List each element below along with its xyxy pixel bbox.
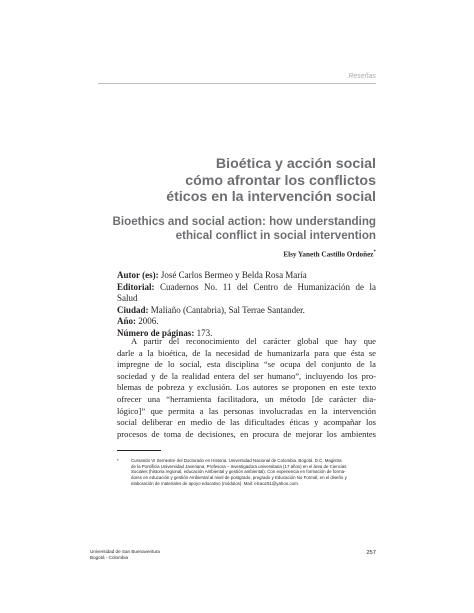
section-label: Reseñas — [348, 73, 376, 80]
title-spanish-line: cómo afrontar los conflictos — [185, 172, 376, 189]
title-english — [86, 215, 376, 242]
footnote-rule — [117, 450, 161, 451]
footnote-line: dores en educación y gestión Ambiental al nivel de postgrado, pregrado y Educación No Formal; en el diseño y — [131, 475, 347, 481]
body-line: blemas de pobreza y exclusión. Los autores se proponen en este texto — [117, 382, 376, 393]
footer-institution-name: Universidad de San Buenaventura — [90, 549, 160, 554]
author-name: Elsy Yaneth Castillo Ordoñez — [283, 250, 374, 259]
author-byline — [283, 250, 376, 258]
header-rule — [98, 83, 376, 84]
body-line: sociedad y de la realidad entera del ser humano”, incluyendo los pro- — [117, 370, 376, 381]
meta-anio-label: Año: — [117, 316, 137, 327]
body-line: social deliberar en medio de las dificultades éticas y acompañar los — [117, 417, 376, 428]
meta-editorial-value: Cuadernos No. 11 del Centro de Humanización de la — [160, 281, 376, 292]
meta-autor-row — [117, 270, 376, 282]
title-spanish-line: éticos en la intervención social — [166, 189, 376, 205]
title-english-line: Bioethics and social action: how understanding — [112, 215, 376, 228]
footnote-line: elaboración de materiales de apoyo educativo (módulos). Mail: elcaoz51@yahoo.com. — [131, 480, 299, 486]
footnote-line: Sociales (historia regional, educación Ambiental y gestión ambiental). Con experiencia en formación de forma- — [131, 469, 346, 475]
meta-anio-row — [117, 316, 376, 328]
meta-autor-value: José Carlos Bermeo y Belda Rosa María — [160, 270, 307, 280]
meta-anio-value: 2006. — [138, 316, 159, 327]
footer-institution — [90, 549, 160, 561]
meta-editorial-continuation: Salud — [117, 293, 138, 304]
footnote-line: Cursando VI Semestre del Doctorado en Historia. Universidad Nacional de Colombia. Bogotá. D.C. Magistra — [131, 458, 342, 463]
meta-autor-label: Autor (es): — [117, 270, 159, 280]
footnote-line: de la Pontificia Universidad Javeriana. Profesora – Investigadora universitaria (17 años) en el área de Ciencias — [131, 463, 347, 469]
author-footnote-mark: * — [373, 250, 376, 255]
title-english-line: ethical conflict in social intervention — [175, 228, 376, 242]
meta-ciudad-label: Ciudad: — [117, 304, 149, 315]
body-line: darle a la bioética, de la necesidad de humanizarla para que ésta se — [117, 347, 376, 358]
meta-paginas-value: 173. — [196, 327, 213, 338]
meta-paginas-label: Número de páginas: — [117, 327, 195, 338]
meta-editorial-row — [117, 282, 376, 294]
body-line: lógico]” que permita a las personas involucradas en la intervención — [117, 405, 376, 416]
body-line: ofrecer una “herramienta facilitadora, un método [de carácter dia- — [117, 393, 376, 404]
title-spanish — [116, 156, 376, 206]
body-paragraph — [117, 336, 376, 440]
title-spanish-line: Bioética y acción social — [215, 156, 376, 172]
body-line: A partir del reconocimiento del carácter global que hay que — [131, 336, 376, 346]
review-metadata — [117, 270, 376, 340]
footnote-mark: * — [117, 458, 119, 463]
meta-ciudad-value: Maliaño (Cantabria), Sal Terrae Santander. — [150, 304, 305, 315]
body-line: impregne de lo social, esta disciplina “se ocupa del conjunto de la — [117, 359, 376, 370]
page-number: 257 — [366, 550, 376, 556]
footer-city: Bogotá - Colombia — [90, 555, 129, 560]
footnote-text — [131, 458, 376, 487]
body-line: procesos de toma de decisiones, en procura de mejorar los ambientes — [117, 428, 376, 439]
meta-editorial-label: Editorial: — [117, 281, 155, 292]
meta-ciudad-row — [117, 305, 376, 317]
